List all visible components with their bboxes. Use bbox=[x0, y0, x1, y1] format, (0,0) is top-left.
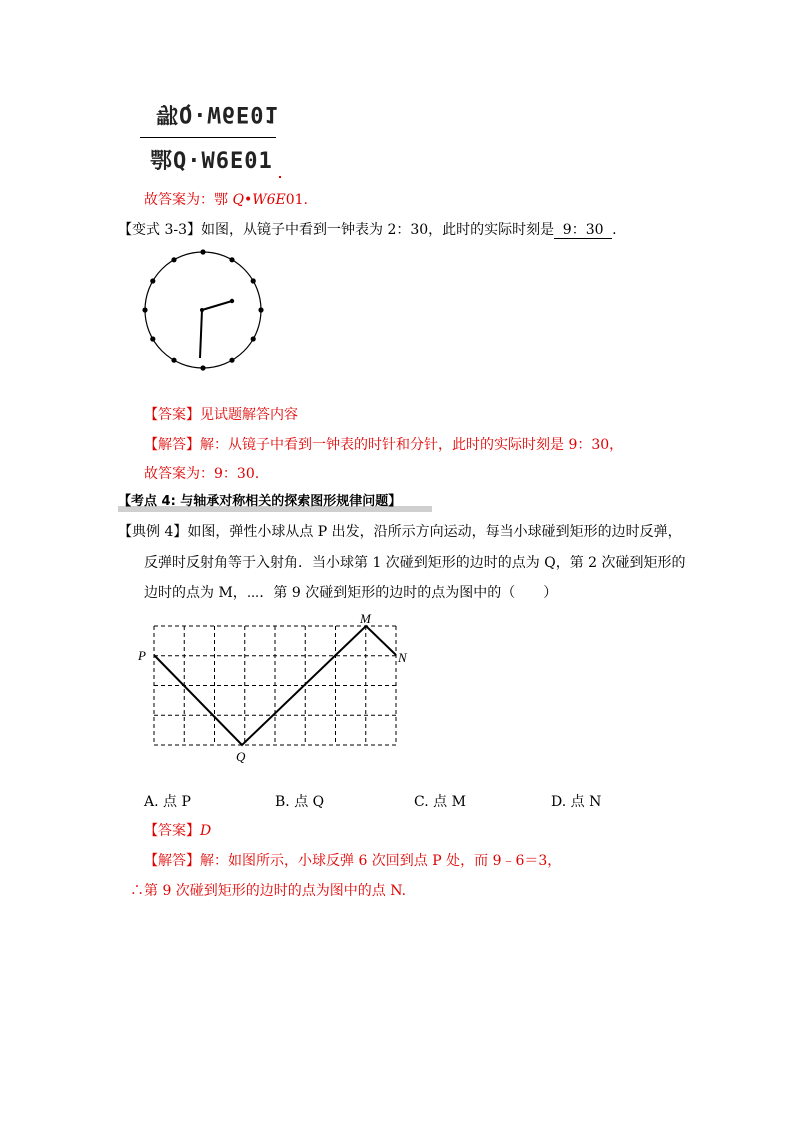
option-a[interactable] bbox=[144, 792, 191, 812]
example-answer-value: D bbox=[200, 823, 212, 839]
variant-answer bbox=[144, 405, 298, 425]
option-b[interactable] bbox=[275, 792, 324, 812]
answer-line bbox=[144, 190, 308, 210]
mirror-reflection-text: 鄂Q·W6E01 bbox=[156, 101, 279, 126]
variant-tag: 【变式 3-3】 bbox=[118, 222, 201, 238]
variant-answer-text: 见试题解答内容 bbox=[200, 407, 298, 423]
option-d-key: D. bbox=[551, 794, 567, 810]
variant-question bbox=[118, 220, 617, 240]
clock-tick-dot bbox=[171, 358, 176, 363]
clock-figure bbox=[138, 248, 272, 372]
option-d-text: 点 N bbox=[570, 794, 602, 810]
option-b-text: 点 Q bbox=[294, 794, 325, 810]
minute-hand bbox=[200, 310, 202, 358]
section-heading: 【考点 4: 与轴承对称相关的探索图形规律问题】 bbox=[118, 492, 432, 512]
option-d[interactable] bbox=[551, 792, 601, 812]
mirror-line bbox=[140, 137, 276, 138]
clock-tick-dot bbox=[200, 249, 205, 254]
option-a-text: 点 P bbox=[163, 794, 191, 810]
ball-path-figure bbox=[134, 610, 414, 770]
answer-q: Q bbox=[232, 192, 244, 208]
clock-tick-dot bbox=[229, 257, 234, 262]
clock-center bbox=[200, 308, 204, 312]
mirror-figure bbox=[136, 96, 286, 186]
example-solution-text: 解：如图所示，小球反弹 6 次回到点 P 处，而 9﹣6＝3， bbox=[200, 853, 562, 869]
option-c[interactable] bbox=[414, 792, 466, 812]
answer-prefix: 故答案为：鄂 bbox=[144, 192, 233, 208]
answer-w6e: W6E bbox=[252, 192, 286, 208]
example-final: ∴第 9 次碰到矩形的边时的点为图中的点 N. bbox=[130, 883, 407, 899]
figure-dot bbox=[279, 176, 281, 178]
option-a-key: A. bbox=[144, 794, 159, 810]
option-c-key: C. bbox=[414, 794, 429, 810]
example-solution-tag: 【解答】 bbox=[144, 853, 200, 869]
clock-tick-dot bbox=[200, 365, 205, 370]
example-tag: 【典例 4】 bbox=[118, 524, 188, 540]
example-line-2: 反弹时反射角等于入射角．当小球第 1 次碰到矩形的边时的点为 Q，第 2 次碰到矩形的 bbox=[144, 555, 686, 571]
example-line-1 bbox=[118, 522, 682, 542]
label-p: P bbox=[138, 648, 146, 663]
example-text-1: 如图，弹性小球从点 P 出发，沿所示方向运动，每当小球碰到矩形的边时反弹， bbox=[187, 524, 682, 540]
variant-solution bbox=[144, 435, 623, 455]
example-answer-tag: 【答案】 bbox=[144, 823, 200, 839]
example-line-3: 边时的点为 M，⋯．第 9 次碰到矩形的边时的点为图中的（ ） bbox=[144, 585, 558, 601]
label-n: N bbox=[398, 650, 407, 665]
label-m: M bbox=[360, 611, 371, 626]
variant-solution-text: 解：从镜子中看到一钟表的时针和分针，此时的实际时刻是 9：30， bbox=[200, 437, 624, 453]
clock-tick-dot bbox=[171, 257, 176, 262]
variant-text: 如图，从镜子中看到一钟表为 2：30，此时的实际时刻是 bbox=[201, 222, 555, 238]
example-solution bbox=[144, 851, 561, 871]
clock-tick-dot bbox=[150, 278, 155, 283]
variant-answer-tag: 【答案】 bbox=[144, 407, 200, 423]
plate-text: 鄂Q·W6E01 bbox=[150, 149, 273, 174]
label-q: Q bbox=[236, 749, 246, 764]
example-answer bbox=[144, 821, 211, 841]
option-c-text: 点 M bbox=[433, 794, 466, 810]
clock-tick-dot bbox=[229, 358, 234, 363]
grid-lines bbox=[154, 626, 396, 745]
option-b-key: B. bbox=[275, 794, 290, 810]
clock-tick-dot bbox=[258, 307, 263, 312]
hour-hand bbox=[202, 301, 232, 310]
variant-solution-tag: 【解答】 bbox=[144, 437, 200, 453]
clock-tick-dot bbox=[251, 278, 256, 283]
variant-final: 故答案为：9：30. bbox=[144, 466, 260, 482]
hour-hand-tip bbox=[230, 299, 234, 303]
clock-tick-dot bbox=[150, 336, 155, 341]
variant-end: . bbox=[612, 222, 617, 238]
answer-tail: 01. bbox=[285, 192, 308, 208]
clock-tick-dot bbox=[142, 307, 147, 312]
variant-blank: 9：30 bbox=[554, 222, 612, 239]
answer-dot: • bbox=[243, 192, 253, 208]
clock-tick-dot bbox=[251, 336, 256, 341]
